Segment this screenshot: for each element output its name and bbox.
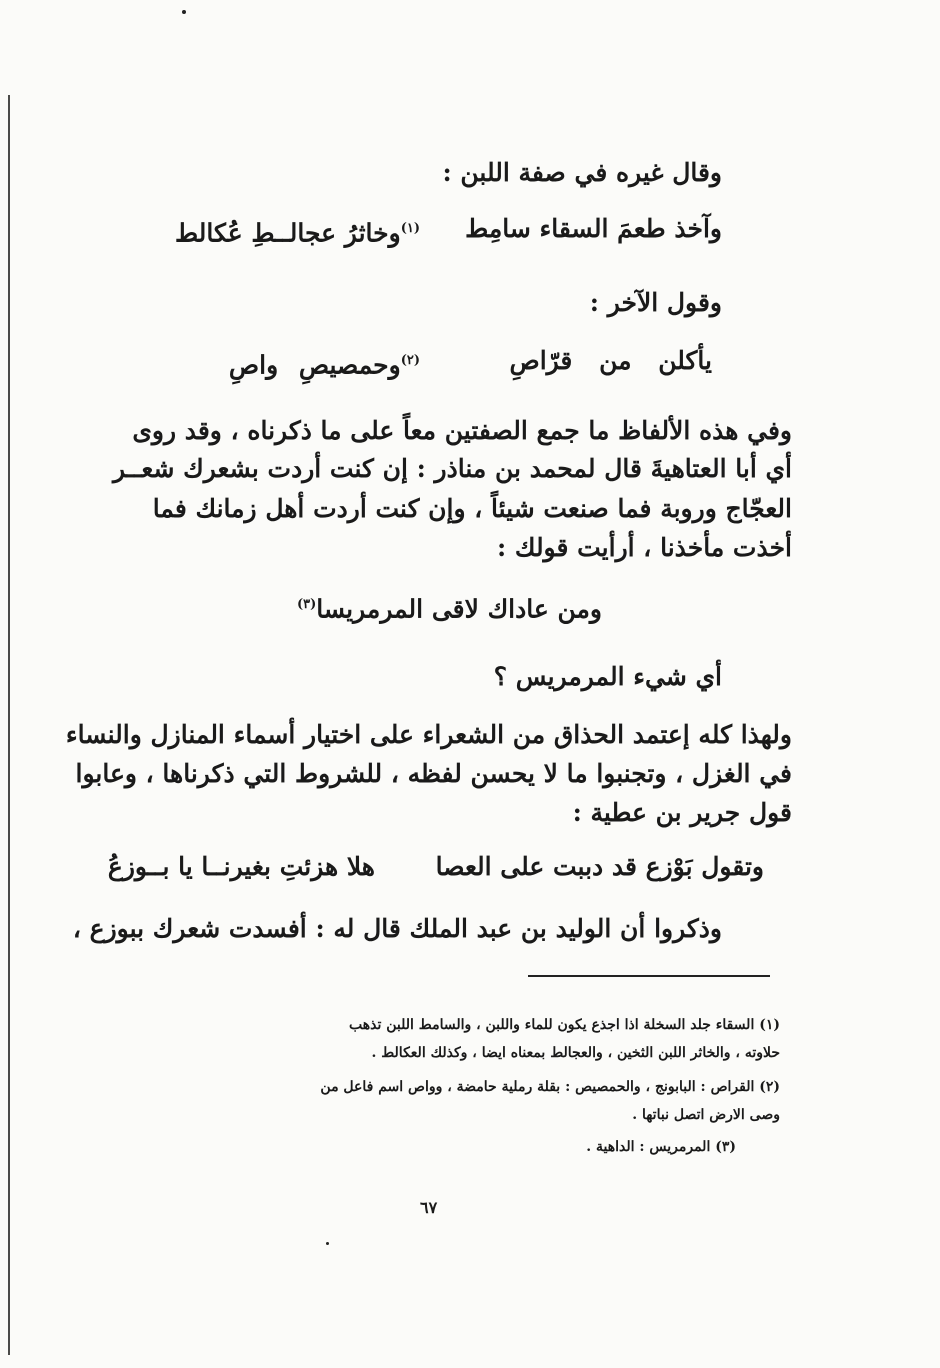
verse-1-right-hemistich: وآخذ طعمَ السقاء سامِط <box>465 214 722 243</box>
verse-1-left-hemistich <box>175 212 420 250</box>
footnote-separator <box>528 975 770 977</box>
footnote-2-line-2: وصى الارض اتصل نباتها . <box>632 1107 780 1123</box>
verse-2-left-hemistich <box>229 344 420 382</box>
verse-2-right-hemistich: يأكلن من قرّاصِ <box>509 346 712 375</box>
verse-1-left-text: وخاثرُ عجالــطِ عُكالط <box>175 218 401 248</box>
para-1-line-1: وفي هذه الألفاظ ما جمع الصفتين معاً على ما ذكرناه ، وقد روى <box>132 416 792 445</box>
para-1-line-4: أخذت مأخذنا ، أرأيت قولك : <box>496 533 792 562</box>
page-number: ٦٧ <box>420 1198 438 1217</box>
footnote-2-line-1: (٢) القراص : البابونج ، والحمصيص : بقلة رملية حامضة ، وواص اسم فاعل من <box>320 1079 780 1095</box>
verse-3-text: ومن عاداك لاقى المرمريسا <box>316 594 602 624</box>
verse-4-right-hemistich: وتقول بَوْزع قد دببت على العصا <box>435 852 764 881</box>
footnote-marker-1: (١) <box>400 221 420 236</box>
verse-4-left-hemistich: هلا هزئتِ بغيرنــا يا بــوزعُ <box>107 852 375 881</box>
footnote-3: (٣) المرمريس : الداهية . <box>586 1139 736 1155</box>
intro-line-2: وقول الآخر : <box>589 288 722 317</box>
para-1-line-3: العجّاج وروبة فما صنعت شيئاً ، وإن كنت أردت أهل زمانك فما <box>152 494 792 523</box>
para-1-line-2: أي أبا العتاهيةَ قال لمحمد بن مناذر : إن كنت أردت بشعرك شعــر <box>112 454 792 483</box>
para-3-line-1: وذكروا أن الوليد بن عبد الملك قال له : أفسدت شعرك ببوزع ، <box>72 914 722 943</box>
para-2-line-2: في الغزل ، وتجنبوا ما لا يحسن لفظه ، للشروط التي ذكرناها ، وعابوا <box>75 759 792 788</box>
footnote-marker-3: (٣) <box>296 597 317 612</box>
para-2-line-1: ولهذا كله إعتمد الحذاق من الشعراء على اختيار أسماء المنازل والنساء <box>65 720 792 749</box>
para-2-line-3: قول جرير بن عطية : <box>572 798 792 827</box>
margin-line <box>8 95 10 1355</box>
footnote-marker-2: (٢) <box>400 353 420 368</box>
verse-2-left-text: وحمصيصِ واصِ <box>228 350 401 380</box>
speck <box>182 10 186 14</box>
footnote-1-line-2: حلاوته ، والخاثر اللبن الثخين ، والعجالط بمعناه ايضا ، وكذلك العكالط . <box>371 1045 780 1061</box>
intro-line-1: وقال غيره في صفة اللبن : <box>442 158 722 187</box>
verse-3 <box>297 588 602 626</box>
speck <box>326 1242 329 1245</box>
question-line: أي شيء المرمريس ؟ <box>493 662 722 691</box>
footnote-1-line-1: (١) السقاء جلد السخلة اذا اجذع يكون للماء واللبن ، والسامط اللبن تذهب <box>348 1017 780 1033</box>
